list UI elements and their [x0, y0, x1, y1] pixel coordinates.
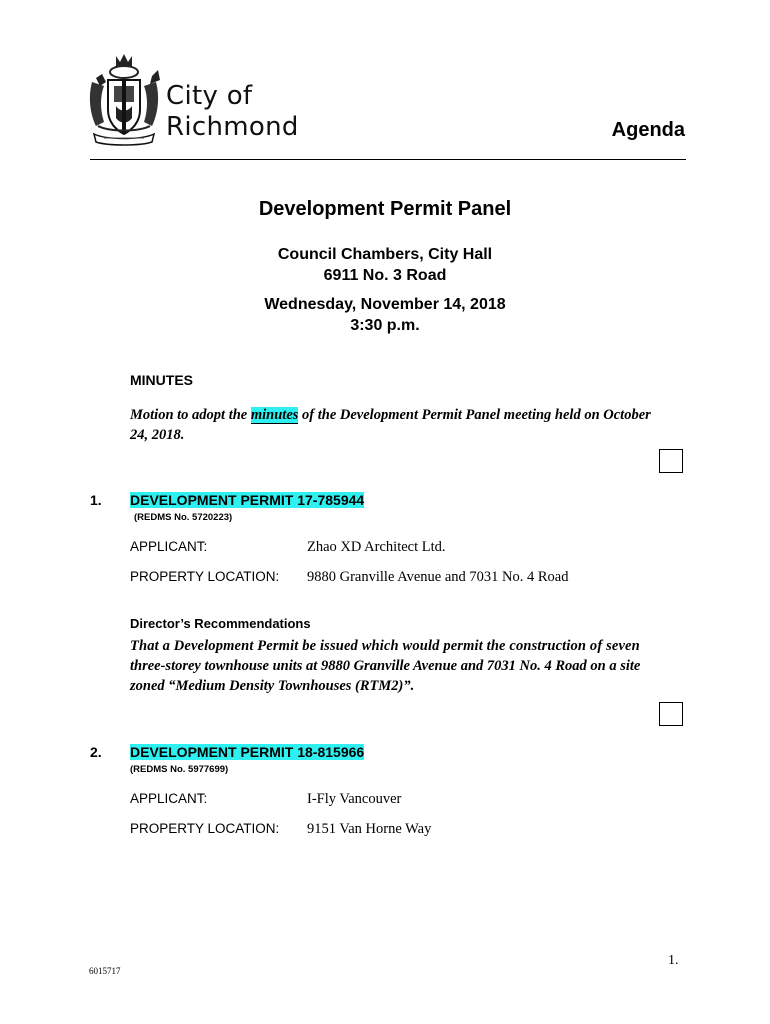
- minutes-heading: MINUTES: [130, 372, 193, 388]
- item2-location-label: PROPERTY LOCATION:: [130, 821, 280, 836]
- item2-location-value: 9151 Van Horne Way: [307, 821, 432, 837]
- page-title: Development Permit Panel: [258, 198, 512, 220]
- minutes-motion-line2: 24, 2018.: [130, 427, 185, 443]
- item1-rec-line2: three-storey townhouse units at 9880 Granville Avenue and 7031 No. 4 Road on a site: [130, 658, 641, 674]
- document-id: 6015717: [89, 966, 121, 976]
- crest-icon: [86, 52, 162, 148]
- city-crest-logo: [86, 52, 162, 148]
- minutes-motion-suffix: of the Development Permit Panel meeting held on October: [298, 407, 651, 423]
- meeting-location-line2: 6911 No. 3 Road: [323, 267, 447, 284]
- item1-title-text: DEVELOPMENT PERMIT 17-785944: [130, 492, 365, 508]
- meeting-location-line1: Council Chambers, City Hall: [277, 246, 493, 263]
- page-number: 1.: [668, 953, 679, 968]
- minutes-highlight: minutes: [250, 407, 299, 423]
- item1-rec-heading: Director’s Recommendations: [130, 616, 311, 631]
- item2-title: [130, 744, 364, 760]
- agenda-label: Agenda: [611, 119, 685, 141]
- item1-applicant-label: APPLICANT:: [130, 539, 208, 554]
- item2-applicant-label: APPLICANT:: [130, 791, 208, 806]
- item2-redms: (REDMS No. 5977699): [130, 764, 229, 775]
- item2-applicant-value: I-Fly Vancouver: [307, 791, 402, 807]
- item1-location-value: 9880 Granville Avenue and 7031 No. 4 Road: [307, 569, 569, 585]
- logo-text-city-of: City of: [166, 81, 253, 111]
- item1-number: 1.: [90, 492, 102, 508]
- item1-location-label: PROPERTY LOCATION:: [130, 569, 280, 584]
- meeting-date: Wednesday, November 14, 2018: [264, 296, 506, 313]
- minutes-checkbox[interactable]: [659, 449, 683, 473]
- item2-title-text: DEVELOPMENT PERMIT 18-815966: [130, 744, 365, 760]
- minutes-motion: [130, 405, 690, 445]
- item1-title: [130, 492, 364, 508]
- item1-rec-line1: That a Development Permit be issued which would permit the construction of seven: [130, 638, 640, 654]
- item2-number: 2.: [90, 744, 102, 760]
- logo-text-richmond: Richmond: [166, 112, 299, 142]
- minutes-motion-prefix: Motion to adopt the: [130, 407, 251, 423]
- meeting-time: 3:30 p.m.: [350, 317, 420, 334]
- item1-checkbox[interactable]: [659, 702, 683, 726]
- item1-rec-line3: zoned “Medium Density Townhouses (RTM2)”.: [130, 678, 415, 694]
- item1-applicant-value: Zhao XD Architect Ltd.: [307, 539, 446, 555]
- header-divider: [90, 159, 686, 160]
- item1-redms: (REDMS No. 5720223): [134, 512, 233, 523]
